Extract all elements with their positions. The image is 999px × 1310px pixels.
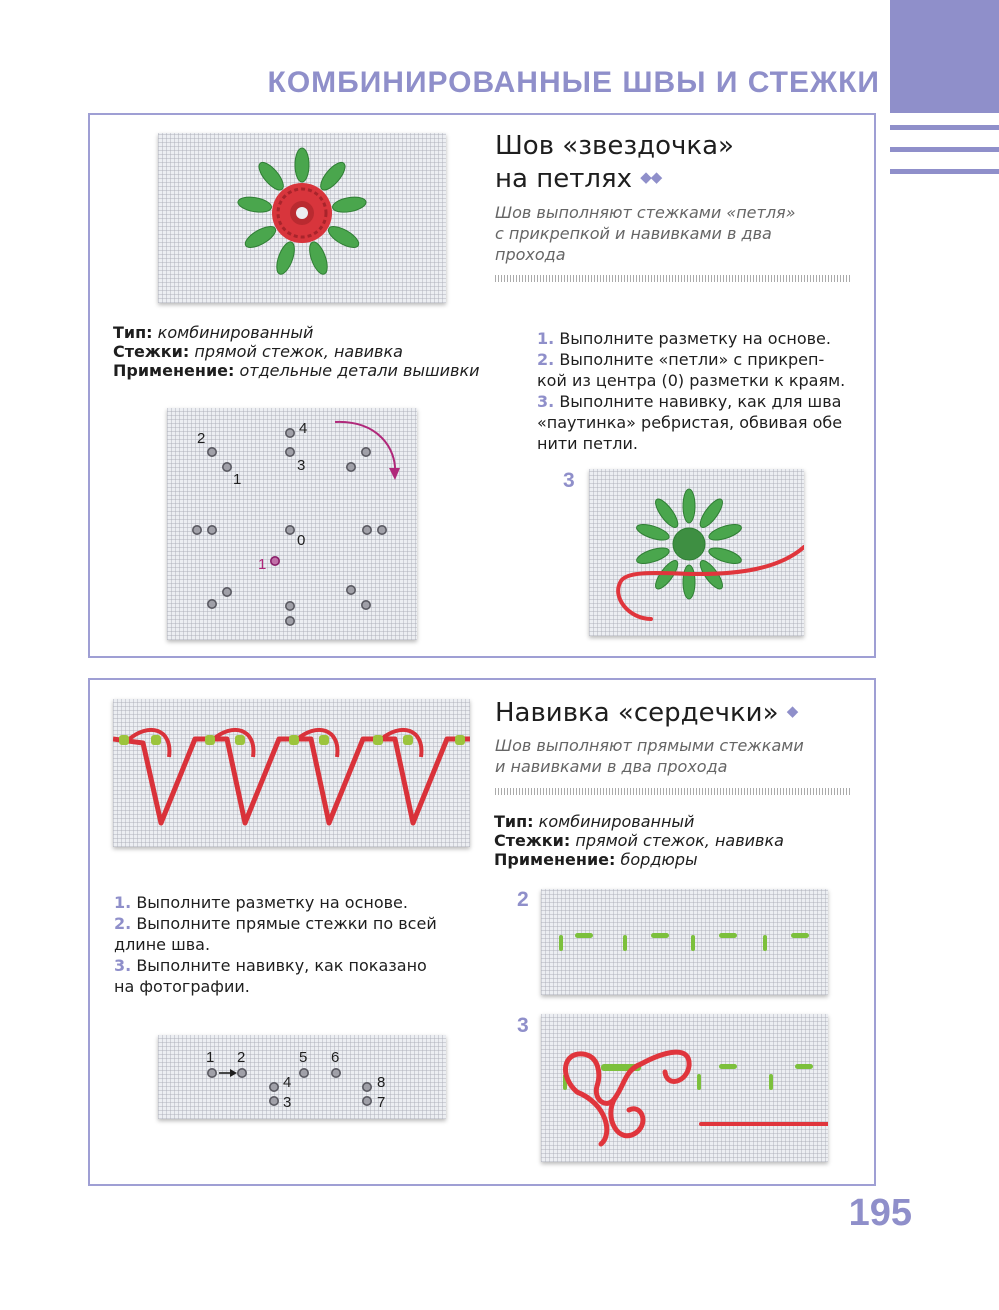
marker-point	[286, 617, 294, 625]
step-item: 1. Выполните разметку на основе.	[114, 893, 408, 912]
diagram-label: 1	[206, 1049, 215, 1066]
start-point	[271, 557, 279, 565]
corner-stripe	[890, 169, 999, 174]
marker-point	[347, 463, 355, 471]
diagram-hearts-markup	[158, 1035, 446, 1119]
photo-step-number: 3	[563, 469, 575, 492]
stitch-meta-hearts: Тип: комбинированный Стежки: прямой стежок, навивка Применение: бордюры	[494, 812, 784, 869]
marker-point	[208, 448, 216, 456]
dotted-divider	[495, 275, 852, 282]
diagram-label: 2	[197, 430, 206, 447]
section-subtitle-hearts: Шов выполняют прямыми стежками и навивками в два прохода	[495, 736, 804, 776]
corner-stripe	[890, 147, 999, 152]
arrow-head-icon	[230, 1069, 237, 1077]
difficulty-icon: ◆◆	[640, 168, 662, 186]
marker-point	[347, 586, 355, 594]
marker-point	[193, 526, 201, 534]
step-item: 3. Выполните навивку, как для шва	[537, 392, 842, 411]
corner-stripe	[890, 125, 999, 130]
marker-point	[208, 1069, 216, 1077]
marker-point	[362, 601, 370, 609]
photo-hearts-step3	[541, 1014, 828, 1162]
marker-point	[363, 526, 371, 534]
diagram-label: 0	[297, 532, 306, 549]
diagram-label: 3	[297, 457, 306, 474]
diagram-label: 6	[331, 1049, 340, 1066]
marker-point	[300, 1069, 308, 1077]
diagram-label: 7	[377, 1094, 386, 1111]
marker-point	[378, 526, 386, 534]
arrow-head-icon	[389, 468, 400, 480]
marker-point	[238, 1069, 246, 1077]
page-header: КОМБИНИРОВАННЫЕ ШВЫ И СТЕЖКИ	[267, 66, 880, 99]
section-subtitle-star: Шов выполняют стежками «петля» с прикрепкой и навивками в два прохода	[495, 203, 796, 264]
diagram-label: 3	[283, 1094, 292, 1111]
marker-point	[286, 429, 294, 437]
thread-line	[113, 739, 470, 823]
marker-point	[270, 1083, 278, 1091]
dotted-divider	[495, 788, 852, 795]
marker-point	[332, 1069, 340, 1077]
diagram-label: 8	[377, 1074, 386, 1091]
steps-list-star: 1. Выполните разметку на основе. 2. Выполните «петли» с прикреп- кой из центра (0) разметки к краям. 3. Выполните навивку, как для шва «паутинка» ребристая, обвивая обе нити петли.	[537, 328, 867, 454]
photo-star-stitch	[158, 133, 446, 303]
photo-step-number: 3	[517, 1014, 529, 1037]
diagram-star-markup	[167, 408, 417, 640]
marker-point	[208, 526, 216, 534]
marker-point	[208, 600, 216, 608]
steps-list-hearts: 1. Выполните разметку на основе. 2. Выполните прямые стежки по всей длине шва. 3. Выполните навивку, как показано на фотографии.	[114, 892, 474, 997]
diagram-label: 1	[233, 471, 242, 488]
step-item: 2. Выполните прямые стежки по всей	[114, 914, 437, 933]
step-item: 3. Выполните навивку, как показано	[114, 956, 427, 975]
step-item: 2. Выполните «петли» с прикреп-	[537, 350, 825, 369]
step-item: 1. Выполните разметку на основе.	[537, 329, 831, 348]
marker-point	[362, 448, 370, 456]
diagram-label: 4	[299, 420, 308, 437]
marker-point	[286, 448, 294, 456]
marker-point	[223, 588, 231, 596]
marker-point	[286, 602, 294, 610]
photo-hearts-step2	[541, 889, 828, 995]
diagram-label: 1	[258, 556, 267, 573]
difficulty-icon: ◆	[786, 702, 798, 720]
stitch-meta-star: Тип: комбинированный Стежки: прямой стежок, навивка Применение: отдельные детали вышивки	[113, 323, 480, 380]
diagram-label: 2	[237, 1049, 246, 1066]
diagram-label: 4	[283, 1074, 292, 1091]
marker-point	[286, 526, 294, 534]
photo-star-step3	[589, 469, 804, 636]
section-title-star: Шов «звездочка» на петлях ◆◆	[495, 131, 734, 194]
marker-point	[223, 463, 231, 471]
photo-hearts-stitch	[113, 699, 470, 847]
diagram-label: 5	[299, 1049, 308, 1066]
page-number: 195	[848, 1192, 912, 1234]
marker-point	[363, 1083, 371, 1091]
section-title-hearts: Навивка «сердечки» ◆	[495, 698, 798, 728]
photo-step-number: 2	[517, 888, 529, 911]
marker-point	[363, 1097, 371, 1105]
corner-decoration	[890, 0, 999, 113]
marker-point	[270, 1097, 278, 1105]
